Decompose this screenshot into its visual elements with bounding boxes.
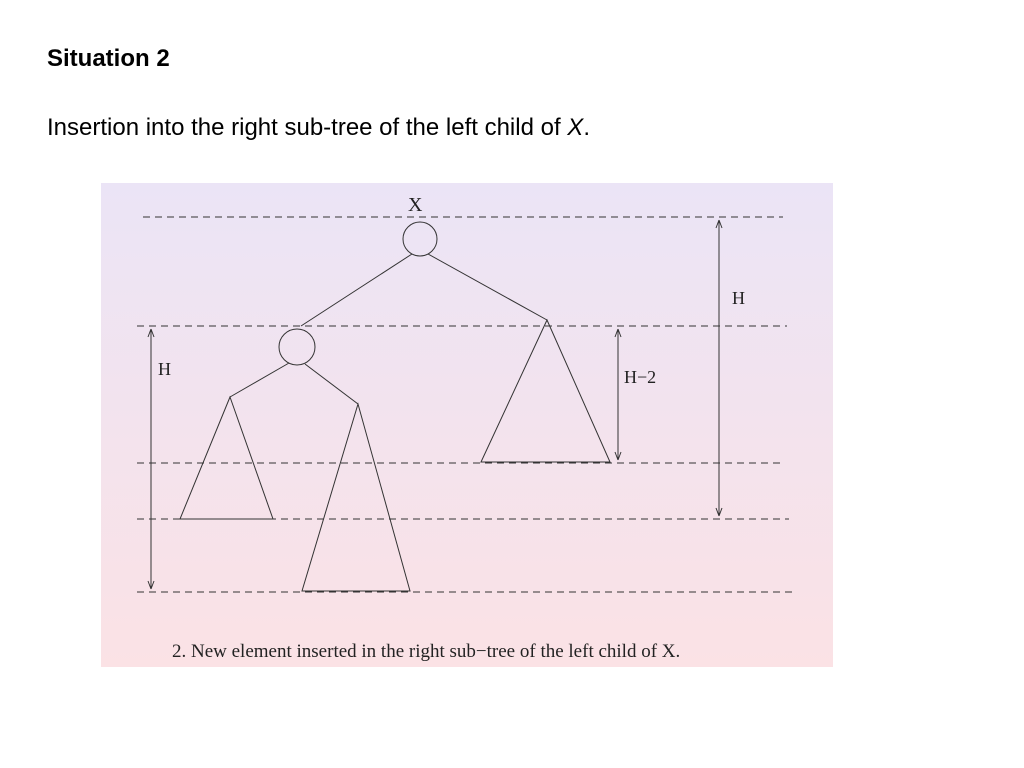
subtitle-suffix: .	[583, 114, 590, 141]
avl-rotation-diagram	[101, 183, 833, 667]
left-height-label: H	[158, 359, 171, 379]
diagram-caption: 2. New element inserted in the right sub−tree of the left child of X.	[172, 641, 681, 662]
subtitle-text: Insertion into the right sub-tree of the left child of	[47, 114, 568, 141]
subtree-height-label: H−2	[624, 367, 657, 387]
root-label: X	[408, 194, 423, 216]
diagram-background	[101, 183, 833, 667]
subtitle-variable: X	[567, 114, 584, 141]
right-height-label: H	[732, 288, 745, 308]
slide-heading: Situation 2	[47, 45, 170, 72]
slide-subtitle	[47, 114, 590, 142]
